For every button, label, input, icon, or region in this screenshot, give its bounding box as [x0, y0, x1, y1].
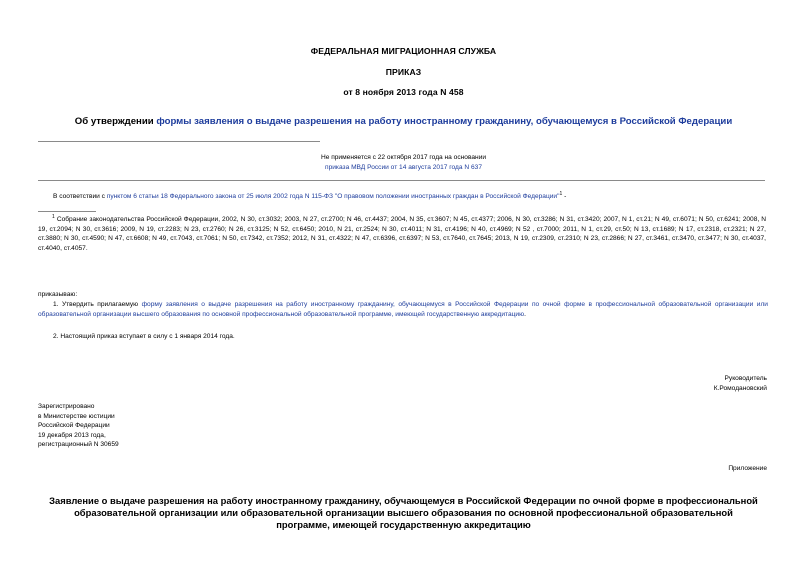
registration-line: регистрационный N 30659 — [38, 441, 119, 448]
divider — [38, 180, 765, 181]
registration-line: Российской Федерации — [38, 422, 110, 429]
item1-suffix: . — [524, 310, 526, 318]
status-note — [0, 153, 807, 172]
title-form-link[interactable]: формы заявления о выдаче разрешения на работу иностранному гражданину, обучающемуся в Российской Федерации — [156, 116, 733, 127]
footnote-marker: 1 — [52, 214, 55, 220]
footnote-ref[interactable]: 1 — [559, 191, 563, 197]
preamble-prefix: В соответствии с — [53, 193, 107, 201]
form-title: Заявление о выдаче разрешения на работу иностранному гражданину, обучающемуся в Российской Федерации по очной форме в профессиональной образовательной организации или образовательной организации высшего образования по основной профессиональной образовательной программе, имеющей государственную аккредитацию — [49, 495, 758, 530]
registration-line: в Министерстве юстиции — [38, 412, 115, 420]
status-note-link[interactable]: приказа МВД России от 14 августа 2017 года N 637 — [325, 163, 482, 171]
order-word: приказываю: — [38, 291, 78, 298]
footnote-text: Собрание законодательства Российской Федерации, 2002, N 30, ст.3032; 2003, N 27, ст.2700; N 46, ст.4437; 2004, N 35, ст.3607; N 45, ст.4377; 2006, N 30, ст.3286; N 31, ст.3420; 2007, N 1, ст.21; N 49, ст.6071; N 50, ст.6241; 2008, N 19, ст.2094; N 30, ст.3616; 2009, N 19, ст.2283; N 23, ст.2760; N 26, ст.3125; N 52, ст.6450; 2010, N 21, ст.2524; N 30, ст.4011; N 31, ст.4196; N 40, ст.4969; N 52 , ст.7000; 2011, N 1, ст.29, ст.50; N 13, ст.1689; N 17, ст.2318, ст.2321; N 27, ст.3880; N 30, ст.4590; N 47, ст.6608; N 49, ст.7043, ст.7061; N 50, ст.7342, ст.7352; 2012, N 31, ст.4322; N 47, ст.6396, ст.6397; N 53, ст.7640, ст.7645; 2013, N 19, ст.2309, ст.2310; N 23, ст.2866; N 27, ст.3461, ст.3470, ст.3477; N 30, ст.4037, ст.4040, ст.4057. — [38, 216, 766, 252]
item1-prefix: 1. Утвердить прилагаемую — [53, 301, 142, 308]
preamble-law-link[interactable]: пунктом 6 статьи 18 Федерального закона от 25 июля 2002 года N 115-ФЗ "О правовом положении иностранных граждан в Российской Федерации" — [106, 193, 560, 201]
document-date-number: от 8 ноября 2013 года N 458 — [343, 87, 464, 97]
signature-name: К.Ромодановский — [713, 384, 767, 392]
item1-form-link[interactable]: форму заявления о выдаче разрешения на работу иностранному гражданину, обучающемуся в Российской Федерации по очной форме в профессиональной образовательной организации или образовательной организации высшего образования по основной профессиональной образовательной программе, имеющей государственную аккредитацию — [38, 301, 768, 318]
title-prefix: Об утверждении — [74, 116, 157, 127]
document-type: ПРИКАЗ — [385, 67, 422, 77]
page-title — [0, 116, 807, 127]
footnote-divider — [38, 211, 96, 212]
divider — [38, 141, 320, 142]
registration-line: Зарегистрировано — [38, 403, 95, 410]
preamble — [53, 190, 773, 202]
order-item-2: 2. Настоящий приказ вступает в силу с 1 января 2014 года. — [53, 333, 235, 340]
appendix-label: Приложение — [728, 465, 767, 472]
signature-block — [714, 374, 767, 393]
order-item-1 — [38, 300, 768, 319]
signature-position: Руководитель — [724, 375, 767, 382]
registration-line: 19 декабря 2013 года, — [38, 431, 106, 439]
agency-name: ФЕДЕРАЛЬНАЯ МИГРАЦИОННАЯ СЛУЖБА — [310, 46, 497, 56]
preamble-suffix: - — [562, 193, 567, 201]
footnote — [38, 213, 766, 253]
registration-block — [38, 402, 119, 450]
status-note-text: Не применяется с 22 октября 2017 года на основании — [320, 154, 487, 161]
